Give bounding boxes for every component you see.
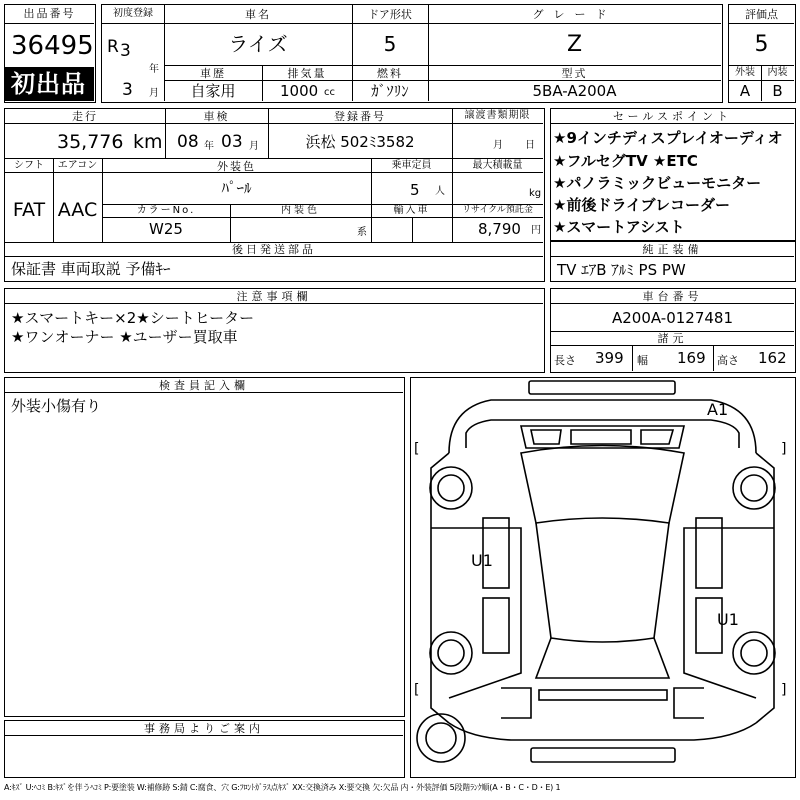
ac-label: エアコン — [57, 160, 98, 171]
car-outline-svg — [411, 378, 794, 776]
inspection-year: 08 — [177, 132, 199, 152]
first-reg-month: 3 — [122, 80, 133, 100]
score-box — [728, 4, 796, 103]
ac-value: AAC — [57, 199, 98, 221]
inspection-year-unit: 年 — [204, 141, 214, 152]
damage-diagram — [410, 377, 796, 778]
inspection-month: 03 — [221, 132, 243, 152]
inspector-label: 検査員記入欄 — [159, 379, 249, 392]
legend: A:ｷｽﾞ U:ﾍｺﾐ B:ｷｽﾞを伴うﾍｺﾐ P:要塗装 W:補修跡 S:錆 C:腐食、穴 G:ﾌﾛﾝﾄｶﾞﾗｽ点ｷｽﾞ XX:交換済み X:要交換 欠:欠品 内・外装評価 5段階ﾗﾝｸ順(A・B・C・D・E) 1 — [4, 783, 561, 792]
office-label: 事務局よりご案内 — [144, 722, 264, 735]
model-value: 5BA-A200A — [532, 82, 617, 100]
ext-color-label: 外装色 — [217, 160, 256, 173]
inspector-text: 外装小傷有り — [11, 397, 102, 415]
exterior-grade: A — [739, 82, 751, 100]
capacity-label: 乗車定員 — [391, 160, 432, 171]
vehicle-header-grid — [101, 4, 723, 103]
sales-point-item: ★前後ドライブレコーダー — [553, 196, 730, 214]
inspection-month-unit: 月 — [249, 141, 259, 152]
notes-line: ★スマートキー×2★シートヒーター — [11, 309, 255, 327]
displacement-value: 1000 — [280, 82, 319, 100]
bracket-mark: ] — [781, 441, 787, 457]
later-parts-value: 保証書 車両取説 予備ｷｰ — [11, 260, 171, 278]
history-value: 自家用 — [190, 82, 236, 100]
car-name: ライズ — [228, 32, 288, 56]
shift-label: シフト — [14, 160, 44, 171]
damage-mark: U1 — [717, 610, 739, 629]
car-name-label: 車名 — [245, 8, 271, 21]
mileage-label: 走行 — [72, 110, 98, 123]
damage-mark: A1 — [707, 400, 729, 419]
model-label: 型式 — [561, 67, 588, 80]
lot-label: 出品番号 — [23, 7, 76, 20]
spec-height-label: 高さ — [717, 354, 739, 367]
mileage-unit: km — [133, 131, 163, 153]
first-listing-badge — [5, 67, 94, 101]
registration-value: 浜松 502ﾐ3582 — [305, 133, 415, 151]
sales-point-item: ★パノラミックビューモニター — [553, 174, 762, 192]
sales-point-item: ★スマートアシスト — [553, 218, 685, 236]
bracket-mark: [ — [414, 441, 420, 457]
inspection-label: 車検 — [203, 110, 230, 123]
sales-point-item: ★9インチディスプレイオーディオ — [553, 129, 783, 147]
grade-value: Z — [566, 32, 583, 57]
vehicle-detail-grid — [4, 108, 545, 282]
capacity-unit: 人 — [435, 186, 445, 197]
lot-box — [4, 4, 96, 103]
shift-value: FAT — [12, 199, 46, 221]
doors-value: 5 — [383, 32, 397, 56]
bracket-mark: [ — [414, 682, 420, 698]
recycle-value: 8,790 — [478, 220, 521, 238]
mileage-value: 35,776 — [57, 131, 124, 153]
score-value: 5 — [754, 32, 769, 57]
inspector-box — [4, 377, 405, 717]
equipment-box — [550, 241, 796, 282]
spec-width-label: 幅 — [637, 354, 648, 367]
damage-mark: U1 — [471, 551, 493, 570]
spec-length: 399 — [595, 349, 624, 367]
transfer-day-unit: 日 — [525, 140, 535, 151]
transfer-month-unit: 月 — [493, 140, 503, 151]
office-box — [4, 720, 405, 778]
equipment-label: 純正装備 — [642, 243, 703, 256]
transfer-label: 譲渡書類期限 — [464, 110, 531, 121]
equipment-value: TV ｴｱB ｱﾙﾐ PS PW — [557, 261, 686, 279]
max-load-unit: kg — [529, 188, 542, 199]
first-reg-month-unit: 月 — [149, 88, 159, 99]
first-reg-year-unit: 年 — [149, 64, 159, 75]
max-load-label: 最大積載量 — [472, 160, 523, 171]
notes-label: 注意事項欄 — [236, 290, 312, 303]
ext-color-value: ﾊﾟｰﾙ — [221, 179, 252, 197]
registration-label: 登録番号 — [334, 110, 386, 123]
chassis-box — [550, 288, 796, 373]
grade-label: グレード — [532, 8, 617, 21]
first-reg-era: R — [107, 37, 119, 57]
first-listing-text: 初出品 — [11, 70, 86, 98]
history-label: 車歴 — [200, 67, 226, 80]
later-parts-label: 後日発送部品 — [232, 243, 316, 256]
import-label: 輸入車 — [393, 205, 430, 216]
spec-width: 169 — [677, 349, 706, 367]
int-color-unit: 系 — [357, 227, 367, 238]
capacity-value: 5 — [410, 181, 420, 199]
first-reg-label: 初度登録 — [113, 8, 153, 19]
sales-points-box — [550, 108, 796, 241]
first-reg-year: 3 — [120, 41, 131, 61]
lot-number: 36495 — [11, 31, 94, 61]
displacement-label: 排気量 — [287, 67, 327, 80]
chassis-label: 車台番号 — [642, 290, 703, 303]
recycle-label: リサイクル預託金 — [462, 205, 533, 215]
fuel-label: 燃料 — [377, 67, 403, 80]
notes-line: ★ワンオーナー ★ユーザー買取車 — [11, 328, 238, 346]
sales-points-label: セールスポイント — [612, 110, 732, 123]
exterior-label: 外装 — [735, 67, 755, 78]
recycle-unit: 円 — [531, 225, 541, 236]
notes-box — [4, 288, 545, 373]
interior-label: 内装 — [767, 67, 788, 78]
specs-label: 諸元 — [657, 332, 688, 345]
int-color-label: 内装色 — [281, 205, 320, 216]
color-no-value: W25 — [149, 220, 183, 238]
sales-point-item: ★フルセグTV ★ETC — [553, 152, 698, 170]
color-no-label: カラーNo. — [136, 205, 196, 216]
bracket-mark: ] — [781, 682, 787, 698]
spec-length-label: 長さ — [554, 354, 576, 367]
interior-grade: B — [772, 82, 783, 100]
fuel-value: ｶﾞｿﾘﾝ — [371, 82, 409, 100]
doors-label: ドア形状 — [368, 8, 412, 21]
chassis-value: A200A-0127481 — [611, 309, 734, 327]
displacement-unit: cc — [324, 87, 335, 98]
score-label: 評価点 — [745, 8, 778, 21]
spec-height: 162 — [758, 349, 787, 367]
